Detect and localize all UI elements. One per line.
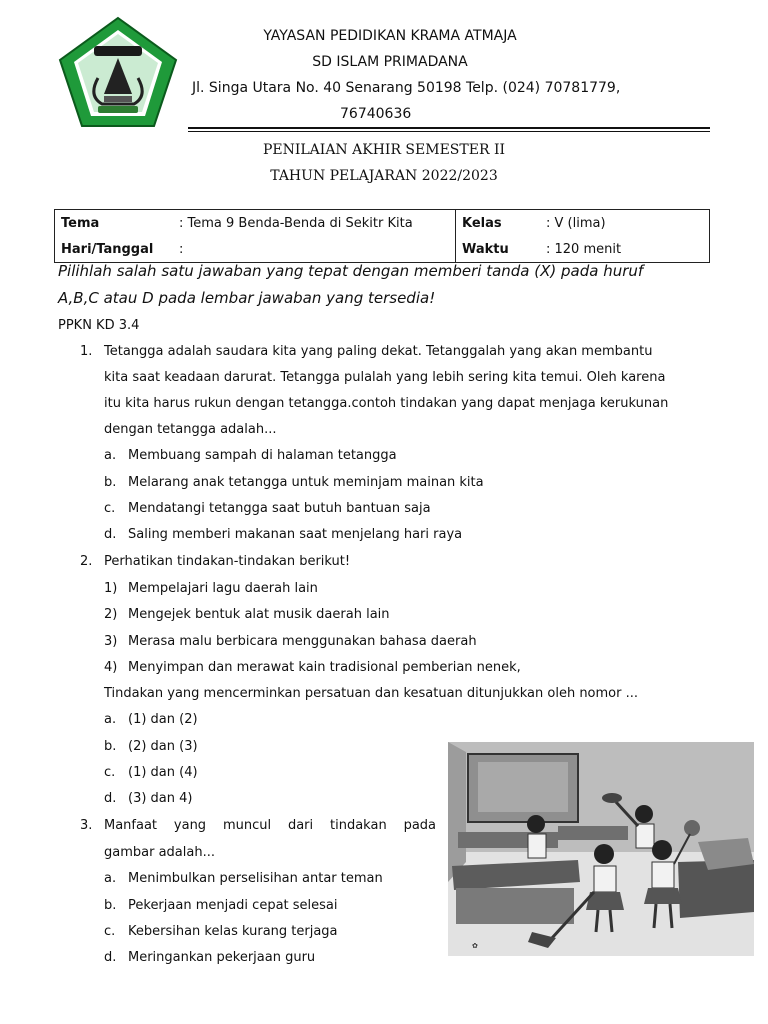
school-logo [58, 16, 178, 128]
statement-item [104, 655, 521, 682]
question-1-line-1: Tetangga adalah saudara kita yang paling dekat. Tetanggalah yang akan membantu [104, 344, 653, 359]
hari-value: : [173, 236, 456, 263]
option-letter: d. [104, 527, 117, 542]
question-number: 2. [80, 554, 93, 569]
header-divider-thin [188, 131, 710, 132]
statement-text: Merasa malu berbicara menggunakan bahasa daerah [128, 634, 477, 649]
exam-title: PENILAIAN AKHIR SEMESTER II [262, 142, 506, 158]
option-text: (3) dan 4) [128, 791, 193, 806]
question-3-line-2: gambar adalah... [104, 845, 215, 860]
statement-item [104, 629, 477, 656]
question-1-line-3: itu kita harus rukun dengan tetangga.contoh tindakan yang dapat menjaga kerukunan [104, 396, 669, 411]
option-letter: c. [104, 765, 116, 780]
option-b[interactable] [104, 893, 338, 920]
option-b[interactable] [104, 470, 484, 497]
option-c[interactable] [104, 760, 198, 787]
option-c[interactable] [104, 496, 431, 523]
option-letter: a. [104, 712, 117, 727]
instruction-line1: Pilihlah salah satu jawaban yang tepat dengan memberi tanda (X) pada huruf [58, 262, 644, 280]
waktu-value: : 120 menit [546, 241, 622, 257]
option-d[interactable] [104, 786, 192, 813]
section-heading: PPKN KD 3.4 [58, 318, 140, 333]
option-text: (1) dan (4) [128, 765, 198, 780]
option-text: Pekerjaan menjadi cepat selesai [128, 898, 338, 913]
tema-value: : Tema 9 Benda-Benda di Sekitr Kita [173, 210, 456, 237]
exam-year: TAHUN PELAJARAN 2022/2023 [270, 168, 498, 184]
option-b[interactable] [104, 734, 198, 761]
school-address: Jl. Singa Utara No. 40 Senarang 50198 Telp. (024) 70781779, [192, 80, 621, 96]
option-letter: a. [104, 871, 117, 886]
option-d[interactable] [104, 522, 462, 549]
kelas-value: : V (lima) [546, 215, 606, 231]
option-a[interactable] [104, 443, 397, 470]
option-text: Melarang anak tetangga untuk meminjam mainan kita [128, 475, 484, 490]
statement-item [104, 576, 318, 603]
option-text: Saling memberi makanan saat menjelang hari raya [128, 527, 463, 542]
exam-info-table [54, 209, 710, 263]
hari-label: Hari/Tanggal [61, 241, 154, 257]
option-d[interactable] [104, 945, 315, 972]
option-text: (1) dan (2) [128, 712, 198, 727]
school-name: SD ISLAM PRIMADANA [312, 54, 468, 70]
question-number: 1. [80, 344, 93, 359]
option-letter: b. [104, 739, 117, 754]
tema-label: Tema [61, 215, 100, 231]
option-text: Meringankan pekerjaan guru [128, 950, 316, 965]
option-letter: b. [104, 475, 117, 490]
option-letter: d. [104, 950, 117, 965]
kelas-label: Kelas [462, 215, 502, 231]
statement-number: 2) [104, 607, 118, 622]
option-text: (2) dan (3) [128, 739, 198, 754]
option-letter: a. [104, 448, 117, 463]
header-divider [188, 127, 710, 129]
option-letter: b. [104, 898, 117, 913]
statement-number: 3) [104, 634, 118, 649]
statement-number: 4) [104, 660, 118, 675]
instruction-line2: A,B,C atau D pada lembar jawaban yang tersedia! [58, 289, 436, 307]
statement-text: Mengejek bentuk alat musik daerah lain [128, 607, 390, 622]
question-1-line-2: kita saat keadaan darurat. Tetangga pulalah yang lebih sering kita temui. Oleh karena [104, 370, 666, 385]
question-number: 3. [80, 818, 93, 833]
svg-text:✿: ✿ [472, 942, 478, 950]
option-text: Menimbulkan perselisihan antar teman [128, 871, 383, 886]
classroom-cleaning-illustration [448, 742, 754, 956]
statement-text: Menyimpan dan merawat kain tradisional pemberian nenek, [128, 660, 521, 675]
question-2-line-1: Perhatikan tindakan-tindakan berikut! [104, 554, 351, 569]
statement-item [104, 602, 390, 629]
option-c[interactable] [104, 919, 338, 946]
option-text: Membuang sampah di halaman tetangga [128, 448, 397, 463]
question-2-prompt: Tindakan yang mencerminkan persatuan dan kesatuan ditunjukkan oleh nomor ... [104, 686, 638, 701]
option-a[interactable] [104, 866, 383, 893]
statement-number: 1) [104, 581, 118, 596]
question-3-line-1: Manfaat yang muncul dari tindakan pada [104, 818, 436, 833]
statement-text: Mempelajari lagu daerah lain [128, 581, 318, 596]
waktu-label: Waktu [462, 241, 509, 257]
option-letter: c. [104, 501, 116, 516]
option-text: Mendatangi tetangga saat butuh bantuan saja [128, 501, 431, 516]
school-phone: 76740636 [340, 106, 412, 122]
question-1-line-4: dengan tetangga adalah... [104, 422, 277, 437]
option-letter: d. [104, 791, 117, 806]
option-a[interactable] [104, 707, 198, 734]
option-letter: c. [104, 924, 116, 939]
foundation-name: YAYASAN PEDIDIKAN KRAMA ATMAJA [263, 28, 517, 44]
option-text: Kebersihan kelas kurang terjaga [128, 924, 338, 939]
